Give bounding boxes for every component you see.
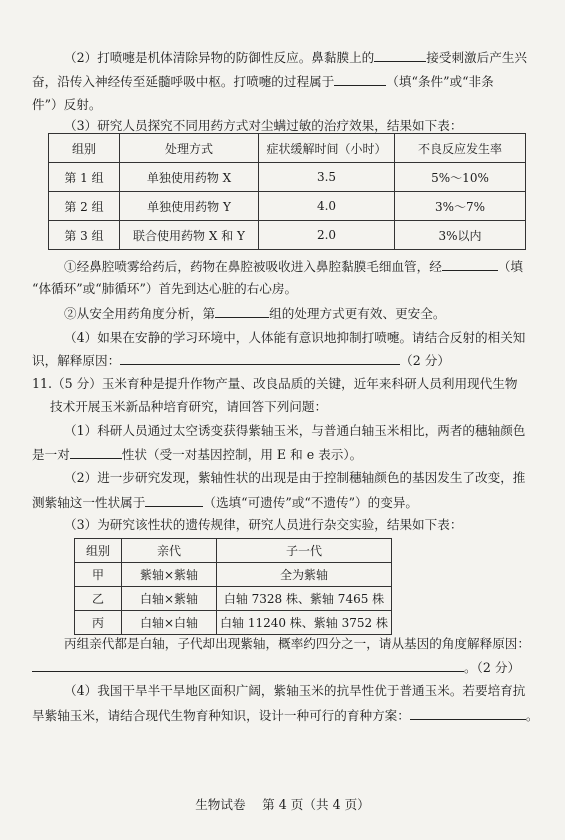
table-cell: 丙 [75,611,122,635]
table-cell: 白轴×白轴 [122,611,217,635]
treatment-table [48,133,526,250]
answer-blank[interactable] [215,305,269,318]
table-cell: 2.0 [259,221,395,250]
table-cell: 单独使用药物 Y [120,192,259,221]
q11-stem-line1: 11.（5 分）玉米育种是提升作物产量、改良品质的关键，近年来科研人员利用现代生物 [32,376,518,391]
table-cell: 5%～10% [395,163,526,192]
answer-blank[interactable] [374,49,426,62]
page-footer: 生物试卷 第 4 页（共 4 页） [195,797,370,812]
table-header: 处理方式 [120,134,259,163]
text: 识，解释原因： [32,353,121,368]
text: 奋，沿传入神经传至延髓呼吸中枢。打喷嚏的过程属于 [32,74,335,89]
q10-3-sub2 [64,305,445,322]
q10-2-line3: 件”）反射。 [32,97,102,112]
q10-2-line1 [64,49,527,66]
text: 接受刺激后产生兴 [426,50,528,65]
table-cell: 白轴×紫轴 [122,587,217,611]
answer-blank[interactable] [120,352,400,365]
q11-2-line2 [32,494,418,511]
q10-3-sub1-line2: “体循环”或“肺循环”）首先到达心脏的右心房。 [32,281,298,296]
table-header-row [75,539,392,563]
q11-1-line1: （1）科研人员通过太空诱变获得紫轴玉米，与普通白轴玉米相比，两者的穗轴颜色 [64,423,526,438]
table-cell: 紫轴×紫轴 [122,563,217,587]
q11-stem-line2: 技术开展玉米新品种培育研究，请回答下列问题： [50,399,328,414]
table-cell: 第 2 组 [49,192,120,221]
text: （2）打喷嚏是机体清除异物的防御性反应。鼻黏膜上的 [64,50,375,65]
table-header: 组别 [49,134,120,163]
table-row [75,587,392,611]
q11-3-answer-line [32,659,520,676]
table-row [49,163,526,192]
table-row [75,611,392,635]
text: ②从安全用药角度分析，第 [64,306,216,321]
q10-4-line2 [32,352,450,369]
answer-blank[interactable] [32,659,464,672]
table-cell: 第 1 组 [49,163,120,192]
answer-blank[interactable] [145,494,203,507]
text: （填“条件”或“非条 [386,74,494,89]
table-header: 子一代 [217,539,392,563]
table-header: 亲代 [122,539,217,563]
table-header-row [49,134,526,163]
table-cell: 4.0 [259,192,395,221]
text: 。 [525,708,539,723]
text: （填 [497,259,523,274]
table-cell: 乙 [75,587,122,611]
table-row [49,221,526,250]
table-cell: 白轴 7328 株、紫轴 7465 株 [217,587,392,611]
q11-3-intro: （3）为研究该性状的遗传规律，研究人员进行杂交实验，结果如下表： [64,517,463,532]
table-cell: 单独使用药物 X [120,163,259,192]
table-cell: 白轴 11240 株、紫轴 3752 株 [217,611,392,635]
table-row [49,192,526,221]
table-header: 症状缓解时间（小时） [259,134,395,163]
q11-1-line2 [32,446,362,463]
q11-4-line2 [32,707,538,724]
answer-blank[interactable] [70,446,122,459]
table-cell: 3%～7% [395,192,526,221]
table-header: 不良反应发生率 [395,134,526,163]
answer-blank[interactable] [410,707,526,720]
table-cell: 联合使用药物 X 和 Y [120,221,259,250]
text: 是一对 [32,447,70,462]
text: ①经鼻腔喷雾给药后，药物在鼻腔被吸收进入鼻腔黏膜毛细血管，经 [64,259,442,274]
table-row [75,563,392,587]
table-cell: 甲 [75,563,122,587]
text: 旱紫轴玉米，请结合现代生物育种知识，设计一种可行的育种方案： [32,708,410,723]
q10-3-intro: （3）研究人员探究不同用药方式对尘螨过敏的治疗效果，结果如下表： [64,118,463,133]
answer-blank[interactable] [442,258,498,271]
q11-2-line1: （2）进一步研究发现，紫轴性状的出现是由于控制穗轴颜色的基因发生了改变，推 [64,470,526,485]
text: 测紫轴这一性状属于 [32,495,146,510]
q11-3-question: 丙组亲代都是白轴，子代却出现紫轴，概率约四分之一，请从基因的角度解释原因： [64,636,530,651]
q11-4-line1: （4）我国干旱半干旱地区面积广阔，紫轴玉米的抗旱性优于普通玉米。若要培育抗 [64,683,526,698]
text: （选填“可遗传”或“不遗传”）的变异。 [203,495,419,510]
text: 组的处理方式更有效、更安全。 [269,306,446,321]
answer-blank[interactable] [334,73,386,86]
text: （2 分） [400,353,450,368]
text: 性状（受一对基因控制，用 E 和 e 表示）。 [121,447,363,462]
q10-4-line1: （4）如果在安静的学习环境中，人体能有意识地抑制打喷嚏。请结合反射的相关知 [64,330,526,345]
q10-2-line2 [32,73,494,90]
table-cell: 第 3 组 [49,221,120,250]
table-cell: 3%以内 [395,221,526,250]
hybrid-table [74,538,392,635]
q10-3-sub1-line1 [64,258,523,275]
table-header: 组别 [75,539,122,563]
table-cell: 3.5 [259,163,395,192]
text: 。（2 分） [464,660,521,675]
table-cell: 全为紫轴 [217,563,392,587]
